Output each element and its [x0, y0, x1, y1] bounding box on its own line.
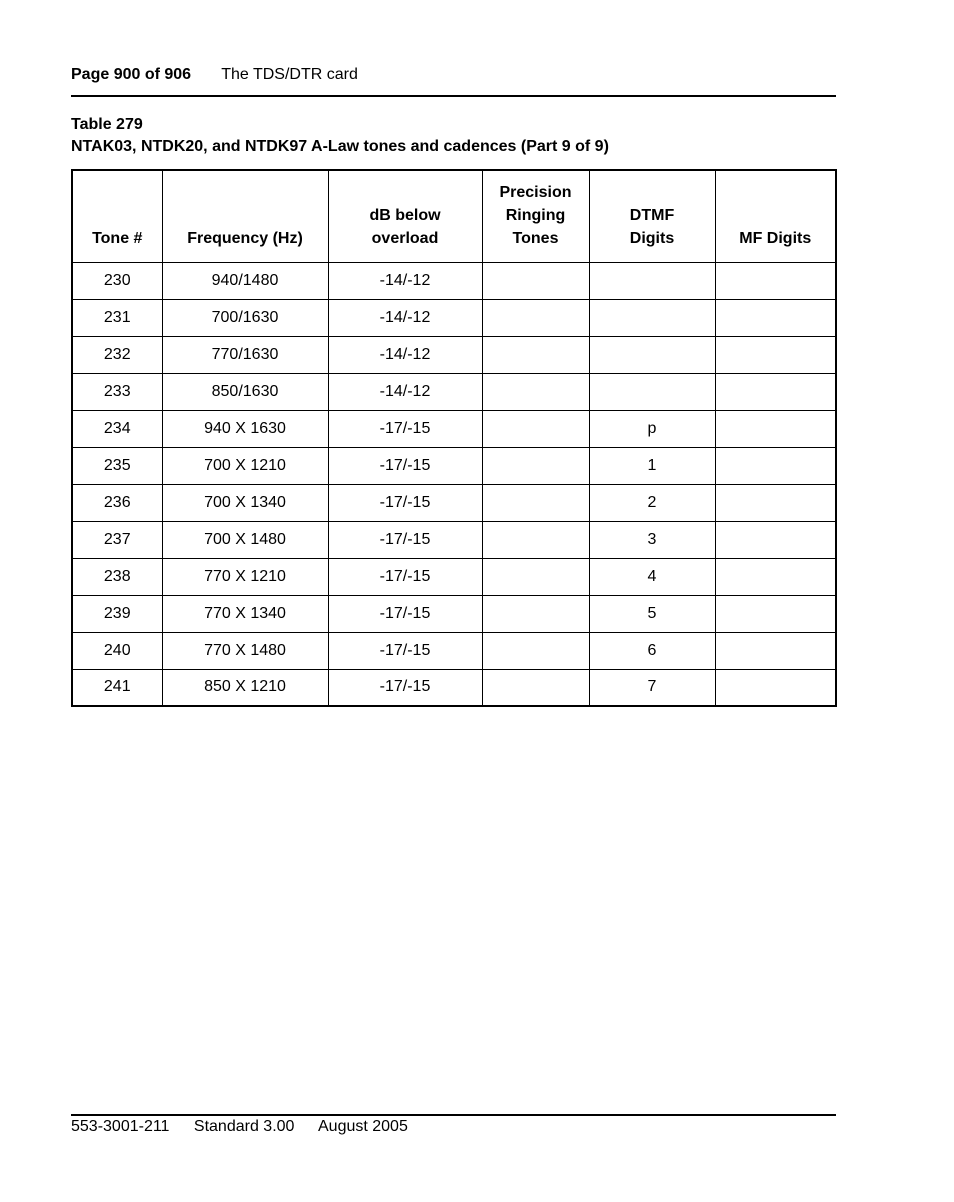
cell-frequency: 770 X 1480	[162, 632, 328, 669]
column-header-dtmf-digits	[589, 170, 715, 262]
cell-tone-number: 231	[72, 299, 162, 336]
cell-tone-number: 238	[72, 558, 162, 595]
page-footer	[71, 1118, 428, 1136]
cell-mf-digits	[715, 336, 836, 373]
table-row	[72, 336, 836, 373]
cell-tone-number: 239	[72, 595, 162, 632]
section-title: The TDS/DTR card	[221, 66, 358, 83]
cell-frequency: 940 X 1630	[162, 410, 328, 447]
cell-precision-ringing-tones	[482, 299, 589, 336]
cell-dtmf-digits: 5	[589, 595, 715, 632]
cell-precision-ringing-tones	[482, 447, 589, 484]
cell-mf-digits	[715, 373, 836, 410]
cell-dtmf-digits: 1	[589, 447, 715, 484]
cell-precision-ringing-tones	[482, 373, 589, 410]
table-row	[72, 299, 836, 336]
cell-mf-digits	[715, 632, 836, 669]
cell-dtmf-digits: p	[589, 410, 715, 447]
column-header-line: Tone #	[92, 229, 143, 247]
page-header	[71, 66, 358, 84]
cell-db-below-overload: -17/-15	[328, 410, 482, 447]
column-header-line: dB below	[369, 206, 441, 224]
table-header-row	[72, 170, 836, 262]
cell-dtmf-digits	[589, 336, 715, 373]
table-row	[72, 410, 836, 447]
cell-db-below-overload: -17/-15	[328, 521, 482, 558]
column-header-line: Ringing	[505, 206, 566, 224]
page-number: Page 900 of 906	[71, 66, 192, 83]
cell-db-below-overload: -17/-15	[328, 632, 482, 669]
column-header-db-below-overload	[328, 170, 482, 262]
cell-dtmf-digits	[589, 262, 715, 299]
cell-precision-ringing-tones	[482, 336, 589, 373]
header-rule	[71, 95, 836, 97]
table-number: Table 279	[71, 116, 143, 133]
column-header-line: Digits	[629, 229, 675, 247]
cell-frequency: 940/1480	[162, 262, 328, 299]
cell-mf-digits	[715, 595, 836, 632]
cell-tone-number: 235	[72, 447, 162, 484]
cell-precision-ringing-tones	[482, 669, 589, 706]
table-row	[72, 447, 836, 484]
cell-dtmf-digits: 7	[589, 669, 715, 706]
cell-precision-ringing-tones	[482, 558, 589, 595]
table-row	[72, 558, 836, 595]
standard-version: Standard 3.00	[193, 1118, 295, 1135]
cell-frequency: 700 X 1340	[162, 484, 328, 521]
tones-table-wrapper	[71, 169, 837, 707]
cell-db-below-overload: -14/-12	[328, 336, 482, 373]
cell-mf-digits	[715, 410, 836, 447]
cell-dtmf-digits: 2	[589, 484, 715, 521]
cell-frequency: 700 X 1210	[162, 447, 328, 484]
cell-mf-digits	[715, 484, 836, 521]
cell-tone-number: 233	[72, 373, 162, 410]
cell-frequency: 770/1630	[162, 336, 328, 373]
column-header-line: Frequency (Hz)	[187, 229, 303, 247]
column-header-line: MF Digits	[739, 229, 812, 247]
cell-mf-digits	[715, 262, 836, 299]
table-body	[72, 262, 836, 706]
cell-db-below-overload: -17/-15	[328, 558, 482, 595]
column-header-precision-ringing-tones	[482, 170, 589, 262]
cell-dtmf-digits: 3	[589, 521, 715, 558]
table-row	[72, 262, 836, 299]
cell-tone-number: 237	[72, 521, 162, 558]
cell-db-below-overload: -17/-15	[328, 595, 482, 632]
cell-db-below-overload: -14/-12	[328, 299, 482, 336]
cell-frequency: 700 X 1480	[162, 521, 328, 558]
column-header-line: Precision	[499, 183, 572, 201]
cell-frequency: 700/1630	[162, 299, 328, 336]
cell-tone-number: 240	[72, 632, 162, 669]
table-row	[72, 484, 836, 521]
cell-db-below-overload: -14/-12	[328, 262, 482, 299]
cell-frequency: 850 X 1210	[162, 669, 328, 706]
column-header-line: overload	[371, 229, 439, 247]
cell-precision-ringing-tones	[482, 484, 589, 521]
cell-db-below-overload: -17/-15	[328, 669, 482, 706]
cell-mf-digits	[715, 558, 836, 595]
cell-precision-ringing-tones	[482, 410, 589, 447]
cell-dtmf-digits	[589, 299, 715, 336]
publication-date: August 2005	[318, 1118, 408, 1135]
cell-precision-ringing-tones	[482, 521, 589, 558]
tones-table	[71, 169, 837, 707]
cell-frequency: 850/1630	[162, 373, 328, 410]
cell-db-below-overload: -17/-15	[328, 484, 482, 521]
document-number: 553-3001-211	[71, 1118, 170, 1135]
cell-dtmf-digits: 4	[589, 558, 715, 595]
cell-db-below-overload: -17/-15	[328, 447, 482, 484]
cell-tone-number: 241	[72, 669, 162, 706]
cell-frequency: 770 X 1210	[162, 558, 328, 595]
cell-tone-number: 234	[72, 410, 162, 447]
cell-tone-number: 232	[72, 336, 162, 373]
table-title: NTAK03, NTDK20, and NTDK97 A-Law tones and cadences (Part 9 of 9)	[71, 138, 609, 155]
cell-precision-ringing-tones	[482, 595, 589, 632]
table-row	[72, 595, 836, 632]
cell-mf-digits	[715, 447, 836, 484]
column-header-line: Tones	[512, 229, 559, 247]
cell-frequency: 770 X 1340	[162, 595, 328, 632]
cell-precision-ringing-tones	[482, 632, 589, 669]
cell-dtmf-digits: 6	[589, 632, 715, 669]
cell-db-below-overload: -14/-12	[328, 373, 482, 410]
column-header-frequency	[162, 170, 328, 262]
cell-tone-number: 236	[72, 484, 162, 521]
cell-precision-ringing-tones	[482, 262, 589, 299]
cell-mf-digits	[715, 521, 836, 558]
column-header-tone-number	[72, 170, 162, 262]
cell-mf-digits	[715, 669, 836, 706]
table-row	[72, 669, 836, 706]
table-row	[72, 521, 836, 558]
table-row	[72, 632, 836, 669]
cell-mf-digits	[715, 299, 836, 336]
column-header-line: DTMF	[629, 206, 675, 224]
cell-dtmf-digits	[589, 373, 715, 410]
table-caption	[71, 114, 609, 158]
cell-tone-number: 230	[72, 262, 162, 299]
footer-rule	[71, 1114, 836, 1116]
column-header-mf-digits	[715, 170, 836, 262]
table-row	[72, 373, 836, 410]
